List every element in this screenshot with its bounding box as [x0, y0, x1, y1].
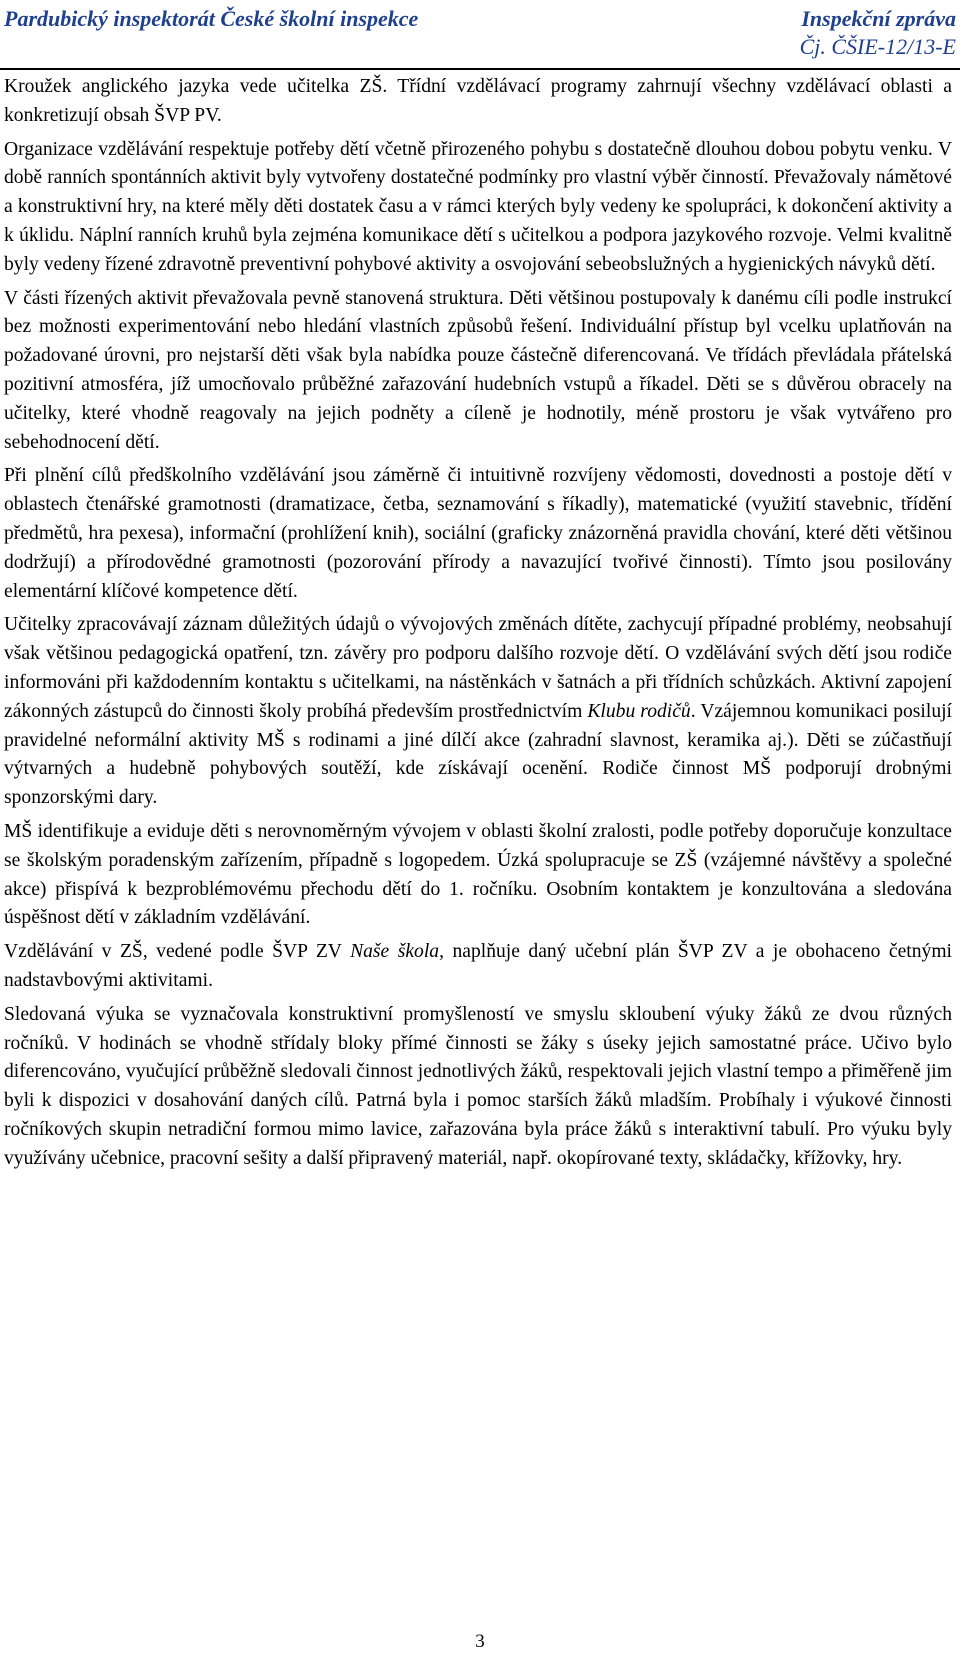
paragraph — [4, 611, 952, 813]
paragraph-text: naplňuje daný učební plán ŠVP ZV a je obohaceno četnými nadstavbovými aktivitami. — [4, 941, 953, 991]
page-header — [0, 6, 960, 70]
paragraph-text: V části řízených aktivit převažovala pevně stanovená struktura. Děti většinou postupovaly k danému cíli podle instrukcí bez možnosti experimentování nebo hledání vlastních způsobů řešení. Individuální přístup byl vcelku uplatňován na požadované úrovni, pro nejstarší děti však byla nabídka pouze částečně diferencovaná. Ve třídách převládala přátelská pozitivní atmosféra, jíž umocňovalo průběžné zařazování hudebních vstupů a říkadel. Děti se s důvěrou obracely na učitelky, které vhodně reagovaly na jejich podněty a cíleně je hodnotily, méně prostoru je však vytvářeno pro sebehodnocení dětí. — [4, 287, 952, 453]
paragraph-text: . Vzájemnou komunikaci posilují pravidelné neformální aktivity MŠ s rodinami a jiné dílčí akce (zahradní slavnost, keramika aj.). Děti se zúčastňují výtvarných a hudebně pohybových soutěží, kde získávají ocenění. Rodiče činnost MŠ podporují drobnými sponzorskými dary. — [4, 700, 952, 809]
paragraph — [4, 136, 952, 280]
paragraph-text: Kroužek anglického jazyka vede učitelka ZŠ. Třídní vzdělávací programy zahrnují všechny vzdělávací oblasti a konkretizují obsah ŠVP PV. — [4, 76, 952, 126]
inspectorate-name: Pardubický inspektorát České školní inspekce — [4, 6, 419, 31]
paragraph — [4, 73, 952, 131]
paragraph — [4, 1001, 952, 1174]
paragraph-text: Organizace vzdělávání respektuje potřeby dětí včetně přirozeného pohybu s dostatečně dlouhou dobou pobytu venku. V době ranních spontánních aktivit byly vytvořeny dostatečné podmínky pro vlastní výběr činností. Převažovaly námětové a konstruktivní hry, na které měly děti dostatek času a v rámci kterých byly vedeny ke spolupráci, k dokončení aktivity a k úklidu. Náplní ranních kruhů byla zejména komunikace dětí s učitelkou a podpora jazykového rozvoje. Velmi kvalitně byly vedeny řízené zdravotně preventivní pohybové aktivity a osvojování sebeobslužných a hygienických návyků dětí. — [4, 138, 952, 275]
italic-term: Naše škola, — [350, 941, 444, 963]
paragraph — [4, 938, 952, 996]
report-title: Inspekční zpráva — [801, 6, 956, 31]
paragraph — [4, 818, 952, 933]
paragraph-text: Při plnění cílů předškolního vzdělávání jsou záměrně či intuitivně rozvíjeny vědomosti, dovednosti a postoje dětí v oblastech čtenářské gramotnosti (dramatizace, četba, seznamování s říkadly), matematické (využití stavebnic, třídění předmětů, hra pexesa), informační (prohlížení knih), sociální (graficky znázorněná pravidla chování, které děti většinou dodržují) a přírodovědné gramotnosti (pozorování přírody a navazující tvořivé činnosti). Tímto jsou posilovány elementární klíčové kompetence dětí. — [4, 465, 952, 602]
paragraph-text: Vzdělávání v ZŠ, vedené podle ŠVP ZV — [4, 941, 351, 963]
italic-term: Klubu rodičů — [587, 700, 691, 722]
paragraph — [4, 462, 952, 606]
reference-number: Čj. ČŠIE-12/13-E — [799, 34, 956, 59]
paragraph — [4, 285, 952, 458]
page-number: 3 — [475, 1631, 485, 1652]
report-body — [4, 73, 952, 1178]
paragraph-text: MŠ identifikuje a eviduje děti s nerovnoměrným vývojem v oblasti školní zralosti, podle potřeby doporučuje konzultace se školským poradenským zařízením, případně s logopedem. Úzká spolupracuje se ZŠ (vzájemné návštěvy a společné akce) přispívá k bezproblémovému přechodu dětí do 1. ročníku. Osobním kontaktem je konzultována a sledována úspěšnost dětí v základním vzdělávání. — [4, 820, 952, 929]
paragraph-text: Sledovaná výuka se vyznačovala konstruktivní promyšleností ve smyslu skloubení výuky žáků ze dvou různých ročníků. V hodinách se vhodně střídaly bloky přímé činnosti se žáky s úseky jejich samostatné práce. Učivo bylo diferencováno, vyučující průběžně sledovali činnost jednotlivých žáků, respektovali jejich vlastní tempo a přiměřeně jim byli k dispozici v dosahování daných cílů. Patrná byla i pomoc starších žáků mladším. Probíhaly i výukové činnosti ročníkových skupin netradiční formou mimo lavice, zařazována byla práce žáků s interaktivní tabulí. Pro výuku byly využívány učebnice, pracovní sešity a další připravený materiál, např. okopírované texty, skládačky, křížovky, hry. — [4, 1003, 952, 1169]
paragraph-text: Učitelky zpracovávají záznam důležitých údajů o vývojových změnách dítěte, zachycují případné problémy, neobsahují však většinou pedagogická opatření, tzn. závěry pro podporu dalšího rozvoje dětí. O vzdělávání svých dětí jsou rodiče informováni při každodenním kontaktu s učitelkami, na nástěnkách v šatnách a při třídních schůzkách. Aktivní zapojení zákonných zástupců do činnosti školy probíhá především prostřednictvím — [4, 614, 952, 722]
